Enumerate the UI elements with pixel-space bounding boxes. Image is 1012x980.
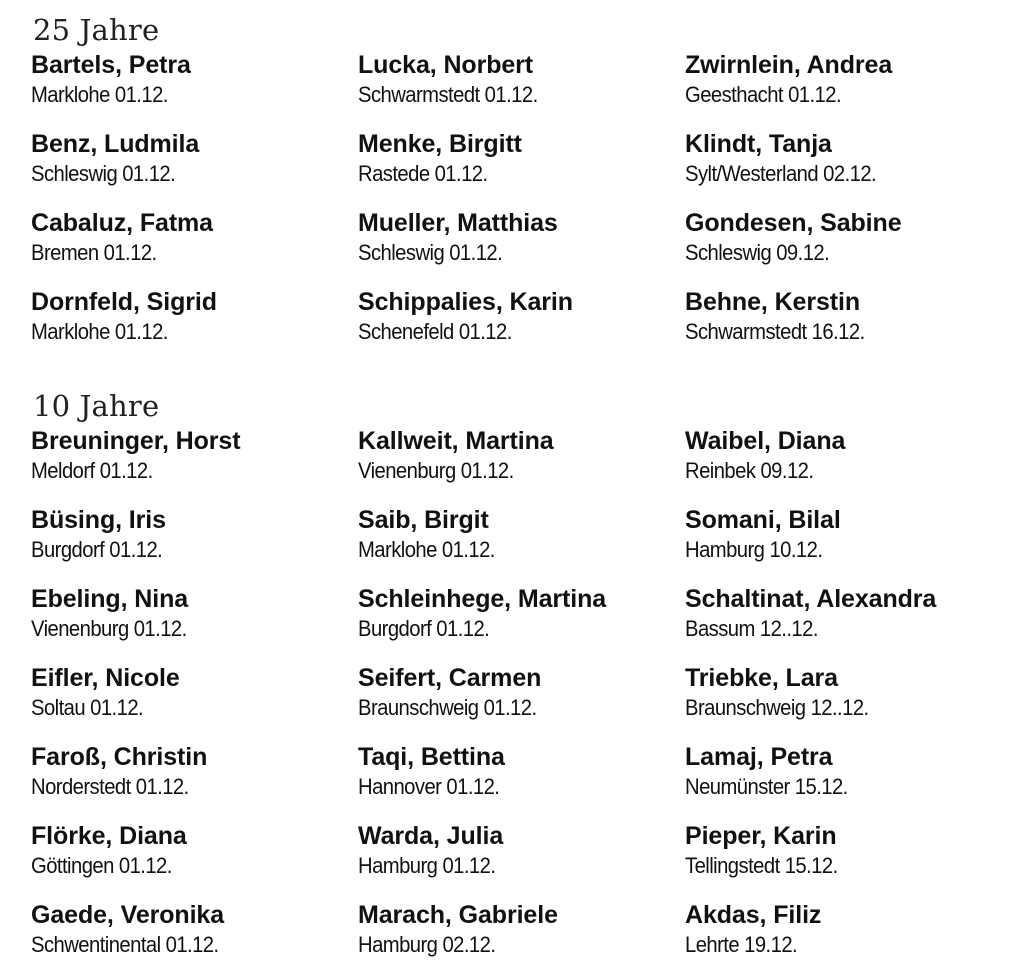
location-date: Schleswig 09.12. [685, 240, 830, 265]
person-name: Marach, Gabriele [358, 901, 558, 929]
person-name: Somani, Bilal [685, 506, 841, 534]
list-item [685, 208, 985, 287]
person-name: Behne, Kerstin [685, 288, 861, 316]
location-date: Lehrte 19.12. [685, 932, 798, 957]
person-name: Zwirnlein, Andrea [685, 51, 893, 79]
location-date: Norderstedt 01.12. [31, 774, 189, 799]
location-date: Soltau 01.12. [31, 695, 144, 720]
section-title: 25 Jahre [33, 13, 160, 47]
list-item [31, 742, 358, 821]
person-name: Bartels, Petra [31, 51, 191, 79]
list-item [358, 584, 685, 663]
person-name: Schaltinat, Alexandra [685, 585, 937, 613]
list-item [358, 505, 685, 584]
list-item [31, 129, 358, 208]
list-item [685, 426, 985, 505]
person-name: Klindt, Tanja [685, 130, 832, 158]
list-item [31, 821, 358, 900]
location-date: Geesthacht 01.12. [685, 82, 842, 107]
list-item [685, 505, 985, 584]
list-item [31, 208, 358, 287]
list-item [685, 584, 985, 663]
location-date: Schwarmstedt 16.12. [685, 319, 865, 344]
person-name: Büsing, Iris [31, 506, 166, 534]
entry-grid [31, 426, 991, 979]
location-date: Schwarmstedt 01.12. [358, 82, 538, 107]
list-item [31, 287, 358, 366]
person-name: Pieper, Karin [685, 822, 837, 850]
person-name: Seifert, Carmen [358, 664, 542, 692]
list-item [358, 208, 685, 287]
list-item [358, 742, 685, 821]
person-name: Menke, Birgitt [358, 130, 522, 158]
location-date: Hamburg 02.12. [358, 932, 496, 957]
person-name: Saib, Birgit [358, 506, 489, 534]
location-date: Marklohe 01.12. [358, 537, 495, 562]
person-name: Gaede, Veronika [31, 901, 225, 929]
location-date: Schwentinental 01.12. [31, 932, 219, 957]
location-date: Schenefeld 01.12. [358, 319, 512, 344]
person-name: Kallweit, Martina [358, 427, 554, 455]
location-date: Schleswig 01.12. [358, 240, 503, 265]
person-name: Cabaluz, Fatma [31, 209, 213, 237]
person-name: Schippalies, Karin [358, 288, 573, 316]
list-item [685, 821, 985, 900]
location-date: Braunschweig 12..12. [685, 695, 869, 720]
person-name: Akdas, Filiz [685, 901, 822, 929]
person-name: Taqi, Bettina [358, 743, 505, 771]
location-date: Vienenburg 01.12. [31, 616, 187, 641]
list-item [358, 50, 685, 129]
location-date: Hamburg 10.12. [685, 537, 823, 562]
list-item [358, 129, 685, 208]
location-date: Braunschweig 01.12. [358, 695, 537, 720]
location-date: Meldorf 01.12. [31, 458, 153, 483]
list-item [31, 663, 358, 742]
location-date: Burgdorf 01.12. [31, 537, 163, 562]
location-date: Tellingstedt 15.12. [685, 853, 838, 878]
person-name: Eifler, Nicole [31, 664, 180, 692]
person-name: Lamaj, Petra [685, 743, 833, 771]
person-name: Breuninger, Horst [31, 427, 241, 455]
location-date: Vienenburg 01.12. [358, 458, 514, 483]
list-item [358, 900, 685, 979]
list-item [358, 663, 685, 742]
person-name: Warda, Julia [358, 822, 504, 850]
person-name: Dornfeld, Sigrid [31, 288, 217, 316]
person-name: Triebke, Lara [685, 664, 838, 692]
location-date: Reinbek 09.12. [685, 458, 814, 483]
list-item [31, 584, 358, 663]
person-name: Gondesen, Sabine [685, 209, 902, 237]
location-date: Hamburg 01.12. [358, 853, 496, 878]
location-date: Bassum 12..12. [685, 616, 818, 641]
list-item [685, 742, 985, 821]
section-10-jahre [31, 386, 991, 979]
person-name: Flörke, Diana [31, 822, 187, 850]
person-name: Faroß, Christin [31, 743, 208, 771]
list-item [685, 287, 985, 366]
location-date: Marklohe 01.12. [31, 82, 168, 107]
list-item [31, 426, 358, 505]
list-item [685, 129, 985, 208]
location-date: Sylt/Westerland 02.12. [685, 161, 877, 186]
location-date: Hannover 01.12. [358, 774, 500, 799]
list-item [358, 821, 685, 900]
list-item [31, 50, 358, 129]
location-date: Bremen 01.12. [31, 240, 157, 265]
list-item [685, 50, 985, 129]
location-date: Göttingen 01.12. [31, 853, 172, 878]
section-title: 10 Jahre [33, 389, 160, 423]
person-name: Waibel, Diana [685, 427, 846, 455]
location-date: Schleswig 01.12. [31, 161, 176, 186]
person-name: Lucka, Norbert [358, 51, 534, 79]
list-item [358, 426, 685, 505]
entry-grid [31, 50, 991, 366]
location-date: Rastede 01.12. [358, 161, 488, 186]
list-item [685, 900, 985, 979]
list-item [31, 505, 358, 584]
person-name: Benz, Ludmila [31, 130, 200, 158]
list-item [358, 287, 685, 366]
person-name: Ebeling, Nina [31, 585, 189, 613]
location-date: Neumünster 15.12. [685, 774, 848, 799]
location-date: Burgdorf 01.12. [358, 616, 490, 641]
person-name: Schleinhege, Martina [358, 585, 607, 613]
list-item [31, 900, 358, 979]
section-25-jahre [31, 10, 991, 366]
person-name: Mueller, Matthias [358, 209, 558, 237]
location-date: Marklohe 01.12. [31, 319, 168, 344]
list-item [685, 663, 985, 742]
